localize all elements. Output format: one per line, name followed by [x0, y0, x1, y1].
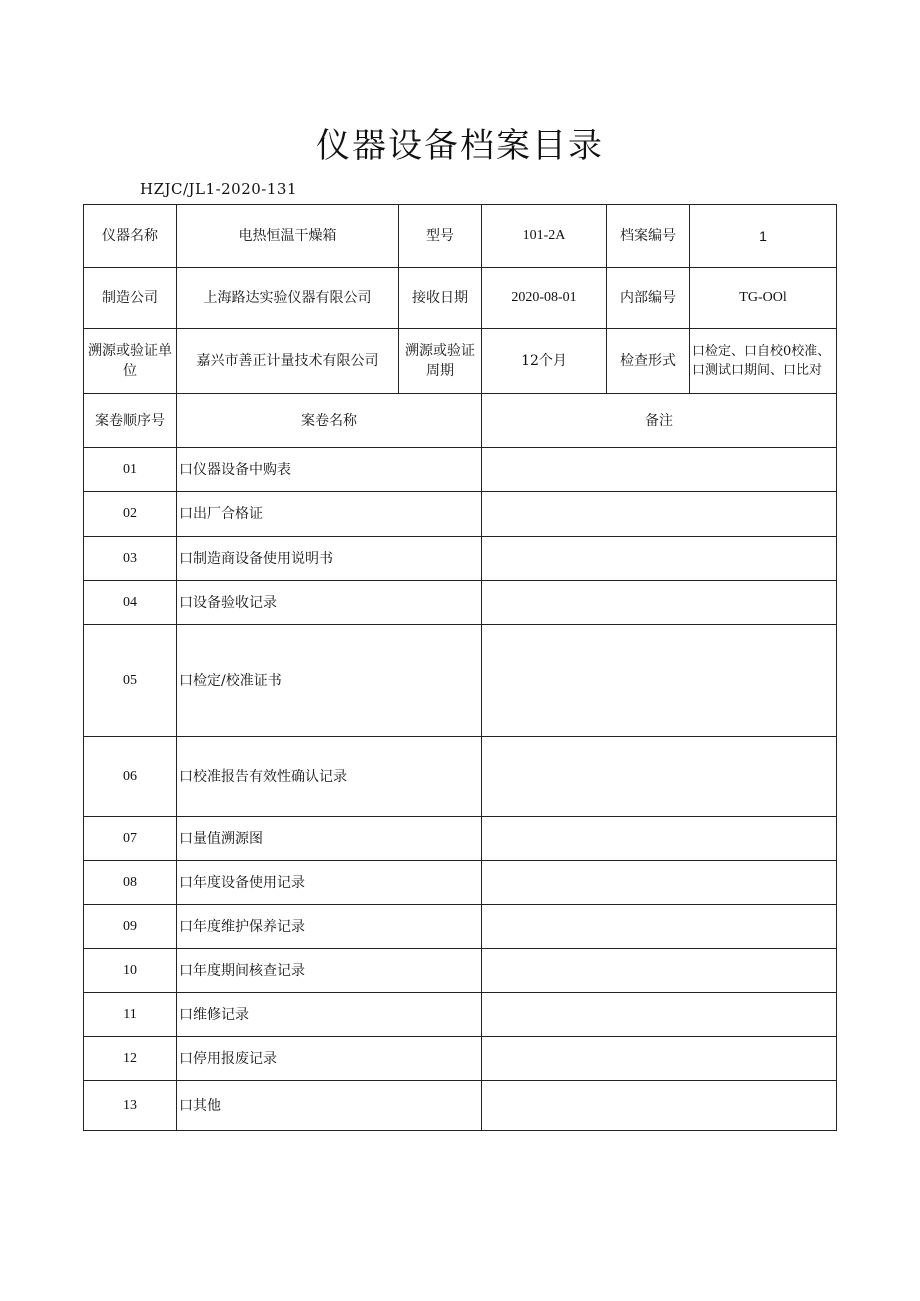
table-row	[84, 949, 837, 993]
table-row	[84, 625, 837, 737]
row-remark	[482, 817, 837, 861]
row-remark	[482, 905, 837, 949]
table-row	[84, 905, 837, 949]
column-header-row	[84, 394, 837, 448]
column-header-name: 案卷名称	[177, 394, 482, 448]
row-name: 口其他	[177, 1081, 482, 1131]
row-remark	[482, 581, 837, 625]
table-row	[84, 817, 837, 861]
row-remark	[482, 993, 837, 1037]
trace-unit-label: 溯源或验证单位	[84, 329, 177, 394]
row-remark	[482, 861, 837, 905]
model-value: 101-2A	[482, 205, 607, 268]
row-name: 口量值溯源图	[177, 817, 482, 861]
archive-no-label: 档案编号	[607, 205, 690, 268]
row-seq: 08	[84, 861, 177, 905]
table-row	[84, 737, 837, 817]
row-seq: 11	[84, 993, 177, 1037]
table-row	[84, 448, 837, 492]
row-name: 口校准报告有效性确认记录	[177, 737, 482, 817]
row-name: 口仪器设备中购表	[177, 448, 482, 492]
table-row	[84, 537, 837, 581]
row-seq: 10	[84, 949, 177, 993]
row-seq: 03	[84, 537, 177, 581]
table-row	[84, 581, 837, 625]
row-remark	[482, 737, 837, 817]
table-row	[84, 1037, 837, 1081]
instrument-name-value: 电热恒温干燥箱	[177, 205, 399, 268]
table-row	[84, 492, 837, 537]
row-seq: 06	[84, 737, 177, 817]
archive-no-value: 1	[690, 205, 837, 268]
check-form-value: 口检定、口自校0校准、口测试口期间、口比对	[690, 329, 837, 394]
row-seq: 07	[84, 817, 177, 861]
page-title: 仪器设备档案目录	[316, 126, 604, 166]
row-remark	[482, 448, 837, 492]
row-remark	[482, 1081, 837, 1131]
row-remark	[482, 949, 837, 993]
row-seq: 13	[84, 1081, 177, 1131]
row-name: 口年度期间核查记录	[177, 949, 482, 993]
row-remark	[482, 492, 837, 537]
info-row-traceability	[84, 329, 837, 394]
row-name: 口制造商设备使用说明书	[177, 537, 482, 581]
manufacturer-label: 制造公司	[84, 268, 177, 329]
check-form-label: 检查形式	[607, 329, 690, 394]
table-row	[84, 861, 837, 905]
row-remark	[482, 537, 837, 581]
trace-cycle-value: 12个月	[482, 329, 607, 394]
trace-cycle-label: 溯源或验证周期	[399, 329, 482, 394]
row-seq: 05	[84, 625, 177, 737]
receive-date-value: 2020-08-01	[482, 268, 607, 329]
row-remark	[482, 625, 837, 737]
row-name: 口出厂合格证	[177, 492, 482, 537]
instrument-name-label: 仪器名称	[84, 205, 177, 268]
row-seq: 01	[84, 448, 177, 492]
model-label: 型号	[399, 205, 482, 268]
row-seq: 12	[84, 1037, 177, 1081]
row-name: 口年度设备使用记录	[177, 861, 482, 905]
table-row	[84, 993, 837, 1037]
column-header-seq: 案卷顺序号	[84, 394, 177, 448]
table-row	[84, 1081, 837, 1131]
row-name: 口维修记录	[177, 993, 482, 1037]
row-seq: 02	[84, 492, 177, 537]
info-row-instrument	[84, 205, 837, 268]
info-row-manufacturer	[84, 268, 837, 329]
trace-unit-value: 嘉兴市善正计量技术有限公司	[177, 329, 399, 394]
row-name: 口停用报废记录	[177, 1037, 482, 1081]
column-header-remark: 备注	[482, 394, 837, 448]
internal-no-value: TG-OOl	[690, 268, 837, 329]
receive-date-label: 接收日期	[399, 268, 482, 329]
manufacturer-value: 上海路达实验仪器有限公司	[177, 268, 399, 329]
row-name: 口设备验收记录	[177, 581, 482, 625]
row-seq: 09	[84, 905, 177, 949]
row-seq: 04	[84, 581, 177, 625]
row-name: 口检定/校准证书	[177, 625, 482, 737]
document-number: HZJC/JL1-2020-131	[140, 180, 298, 198]
archive-catalog-table	[83, 204, 837, 1131]
row-name: 口年度维护保养记录	[177, 905, 482, 949]
internal-no-label: 内部编号	[607, 268, 690, 329]
row-remark	[482, 1037, 837, 1081]
